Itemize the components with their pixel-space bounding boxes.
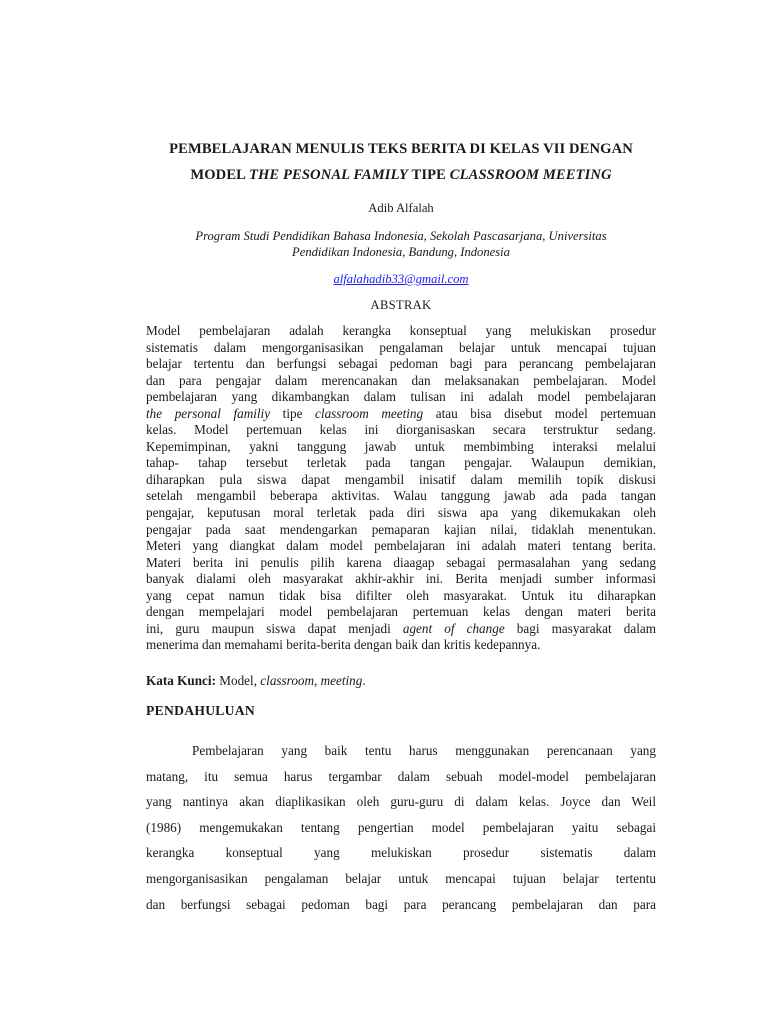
abstract-line: pengajar pada saat mendengarkan pemaparan kajian nilai, tidaklah menentukan. [146, 521, 656, 537]
abstract-line: dengan mempelajari model pembelajaran pertemuan kelas dengan materi berita [146, 604, 656, 620]
paper-title [146, 136, 656, 188]
email-link[interactable]: alfalahadib33@gmail.com [333, 272, 469, 286]
abstract-line: pembelajaran yang dikambangkan dalam tulisan ini adalah model pembelajaran [146, 389, 656, 405]
body-line: (1986) mengemukakan tentang pengertian model pembelajaran yaitu sebagai [146, 819, 656, 835]
abstract-line: the personal familiy tipe classroom meeting atau bisa disebut model pertemuan [146, 405, 656, 421]
abstract-line: banyak dialami oleh masyarakat akhir-akhir ini. Berita menjadi sumber informasi [146, 571, 656, 587]
affiliation-line-1: Program Studi Pendidikan Bahasa Indonesia, Sekolah Pascasarjana, Universitas [195, 229, 607, 243]
abstract-line: dan para pengajar dalam merencanakan dan melaksanakan pembelajaran. Model [146, 372, 656, 388]
abstract-line: sistematis dalam mengorganisasikan pengalaman belajar untuk mencapai tujuan [146, 339, 656, 355]
author-name: Adib Alfalah [368, 201, 434, 215]
abstract-line: pengajar, keputusan moral terletak pada diri siswa apa yang dikemukakan oleh [146, 505, 656, 521]
affiliation-line-2: Pendidikan Indonesia, Bandung, Indonesia [292, 245, 510, 259]
abstract-line: setelah mengambil beberapa aktivitas. Walau tanggung jawab ada pada tangan [146, 488, 656, 504]
keywords: Kata Kunci: Model, classroom, meeting. [146, 673, 366, 688]
abstract-line: yang cepat namun tidak bisa difilter oleh masyarakat. Untuk itu diharapkan [146, 587, 656, 603]
body-line: kerangka konseptual yang melukiskan prosedur sistematis dalam [146, 845, 656, 861]
abstract-line: kelas. Model pertemuan kelas ini diorganisaskan secara terstruktur sedang. [146, 422, 656, 438]
abstract-line: Materi berita ini penulis pilih karena diaagap sebagai permasalahan yang sedang [146, 554, 656, 570]
title-line-2: MODEL THE PESONAL FAMILY TIPE CLASSROOM MEETING [190, 167, 612, 183]
abstract-line: menerima dan memahami berita-berita dengan baik dan kritis kedepannya. [146, 637, 541, 653]
body-line: matang, itu semua harus tergambar dalam sebuah model-model pembelajaran [146, 768, 656, 784]
abstract-line: ini, guru maupun siswa dapat menjadi agent of change bagi masyarakat dalam [146, 620, 656, 636]
abstract-heading: ABSTRAK [370, 298, 432, 312]
author-email [146, 272, 656, 287]
abstract-line: Meteri yang diangkat dalam model pembelajaran ini adalah materi tentang berita. [146, 538, 656, 554]
keywords-label: Kata Kunci: [146, 673, 216, 688]
body-line: dan berfungsi sebagai pedoman bagi para perancang pembelajaran dan para [146, 896, 656, 912]
abstract-line: tahap- tahap tersebut terletak pada tangan pengajar. Walaupun demikian, [146, 455, 656, 471]
body-line: Pembelajaran yang baik tentu harus menggunakan perencanaan yang [192, 743, 656, 758]
abstract-line: Model pembelajaran adalah kerangka konseptual yang melukiskan prosedur [146, 323, 656, 338]
abstract-body [146, 323, 656, 654]
abstract-line: diharapkan pula siswa dapat mengambil inisatif dalam memilih topik diskusi [146, 471, 656, 487]
abstract-line: Kepemimpinan, yakni tanggung jawab untuk membimbing interaksi melalui [146, 438, 656, 454]
body-paragraph [146, 738, 656, 917]
title-line-1: PEMBELAJARAN MENULIS TEKS BERITA DI KELAS VII DENGAN [169, 141, 633, 157]
body-line: yang nantinya akan diaplikasikan oleh guru-guru di dalam kelas. Joyce dan Weil [146, 794, 656, 810]
author-affiliation [146, 228, 656, 260]
abstract-line: belajar tertentu dan berfungsi sebagai pedoman bagi para perancang pembelajaran [146, 356, 656, 372]
body-line: mengorganisasikan pengalaman belajar untuk mencapai tujuan belajar tertentu [146, 870, 656, 886]
section-heading: PENDAHULUAN [146, 703, 256, 718]
